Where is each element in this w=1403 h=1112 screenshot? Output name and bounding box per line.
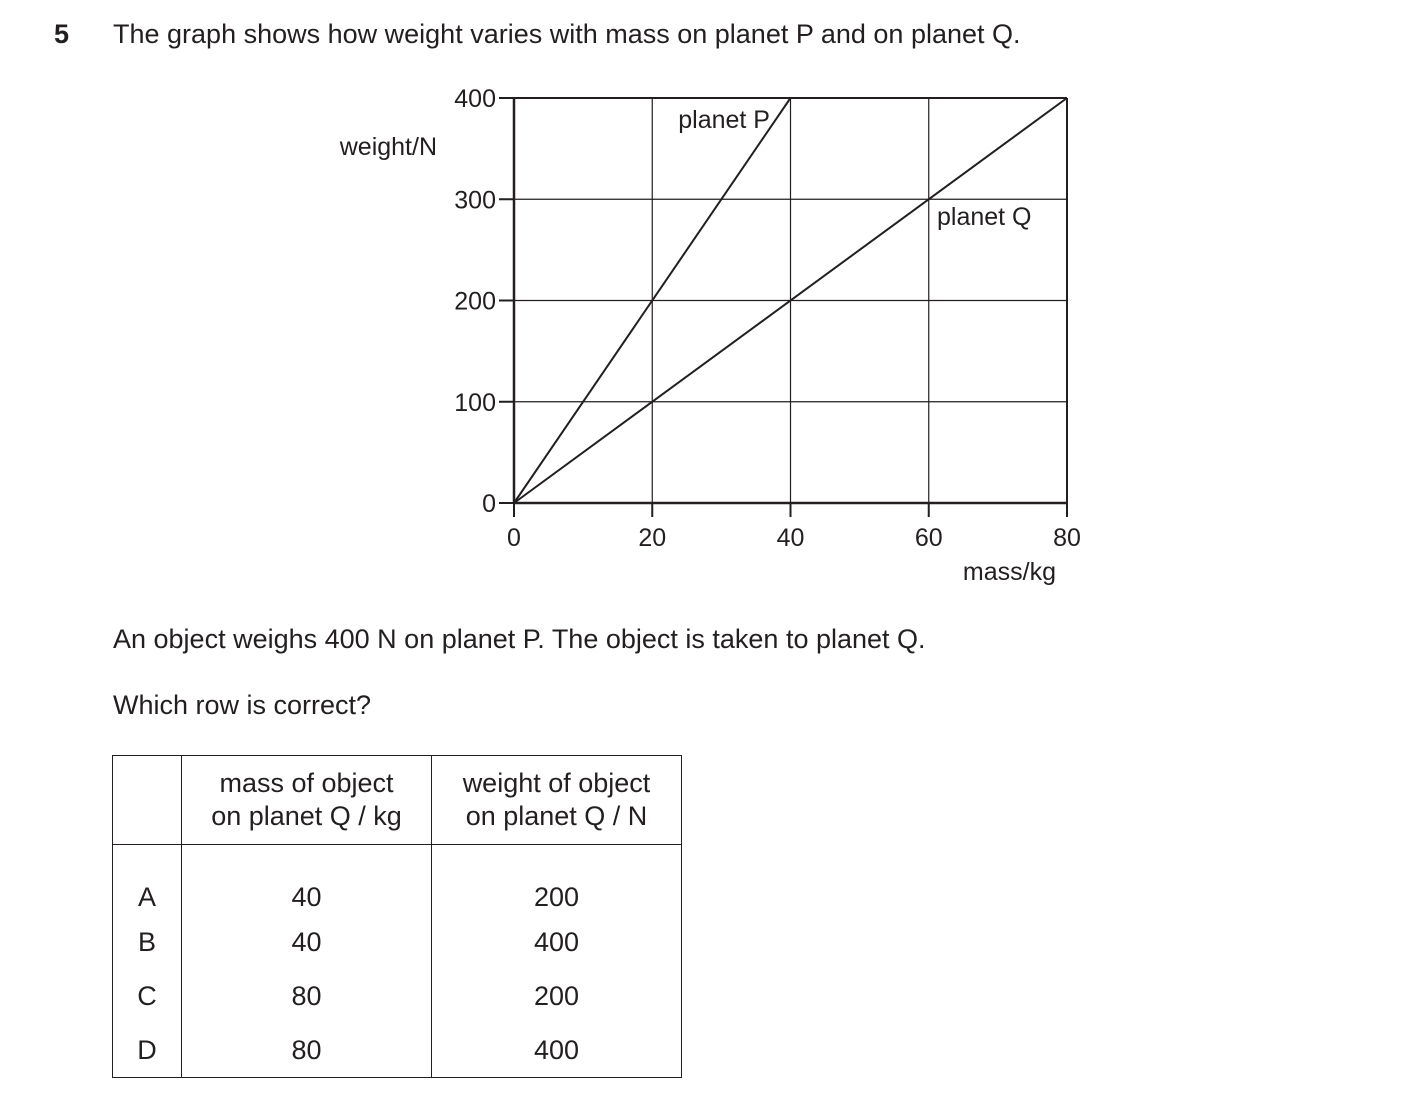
y-tick-label: 300 [454,186,496,215]
header-weight [432,756,682,845]
question-number: 5 [54,19,70,49]
answer-table [112,755,682,1078]
question-stem: The graph shows how weight varies with mass on planet P and on planet Q. [113,19,1021,49]
x-tick-label: 60 [914,524,943,552]
option-letter: B [113,915,182,969]
y-tick-label: 200 [454,287,496,316]
option-mass: 80 [182,969,432,1023]
option-mass: 40 [182,845,432,916]
question-prompt: Which row is correct? [113,690,372,720]
x-axis-title: mass/kg [962,558,1056,586]
option-row-d[interactable] [113,1023,682,1078]
option-row-a[interactable] [113,845,682,916]
x-tick-label: 40 [776,524,805,552]
option-letter: A [113,845,182,916]
y-tick-label: 100 [454,388,496,417]
question-info: An object weighs 400 N on planet P. The object is taken to planet Q. [113,624,926,654]
x-tick-label: 20 [638,524,667,552]
option-letter: C [113,969,182,1023]
series-label-planet-p: planet P [678,106,770,134]
option-weight: 200 [432,969,682,1023]
header-empty-cell [113,756,182,845]
option-row-c[interactable] [113,969,682,1023]
series-label-planet-q: planet Q [937,203,1032,231]
option-row-b[interactable] [113,915,682,969]
x-tick-label: 0 [507,524,521,552]
y-axis-title: weight/N [339,133,437,161]
y-tick-label: 0 [482,490,496,518]
option-mass: 80 [182,1023,432,1078]
y-tick-label: 400 [454,85,496,113]
header-mass-line2: on planet Q / kg [211,801,402,831]
option-weight: 200 [432,845,682,916]
x-tick-label: 80 [1053,524,1081,552]
option-weight: 400 [432,1023,682,1078]
header-mass [182,756,432,845]
header-weight-line2: on planet Q / N [465,801,648,831]
header-weight-line1: weight of object [462,768,651,798]
option-weight: 400 [432,915,682,969]
answer-table-header [113,756,682,845]
header-mass-line1: mass of object [219,768,394,798]
option-mass: 40 [182,915,432,969]
option-letter: D [113,1023,182,1078]
